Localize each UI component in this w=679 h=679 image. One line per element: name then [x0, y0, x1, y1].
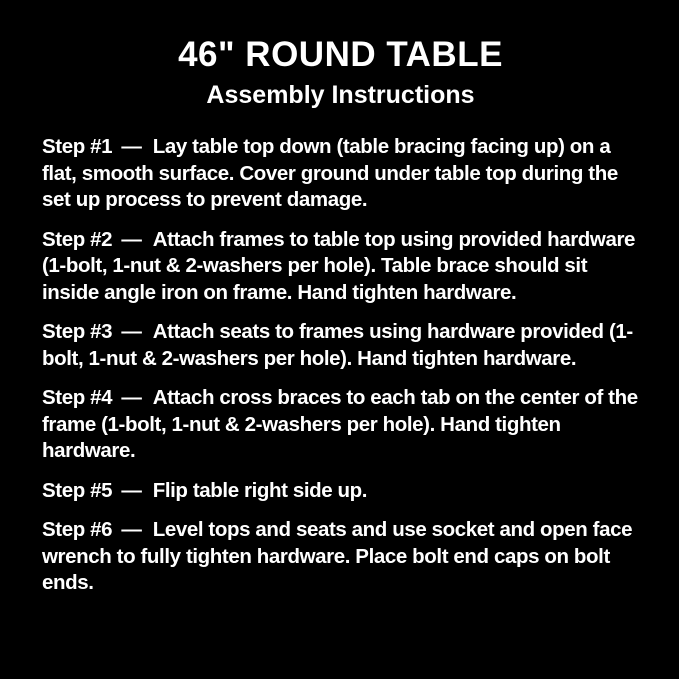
step-4-label: Step #4: [42, 386, 113, 409]
step-4-text: Attach cross braces to each tab on the center of the frame (1-bolt, 1-nut & 2-washers per hole). Hand tighten hardware.: [42, 386, 638, 462]
step-4-dash: —: [121, 386, 142, 409]
step-1-instruction: [42, 134, 642, 214]
step-2-dash: —: [121, 227, 142, 251]
step-5-text: Flip table right side up.: [152, 478, 368, 502]
step-6-dash: —: [121, 518, 142, 541]
step-6-label: Step #6: [42, 518, 113, 541]
steps-list: [42, 134, 642, 597]
step-2-label: Step #2: [42, 227, 113, 251]
step-3-text: Attach seats to frames using hardware provided (1-bolt, 1-nut & 2-washers per hole). Hand tighten hardware.: [42, 320, 633, 370]
step-6-text: Level tops and seats and use socket and open face wrench to fully tighten hardware. Place bolt end caps on bolt ends.: [42, 518, 633, 594]
step-1-label: Step #1: [42, 135, 113, 158]
step-1-text: Lay table top down (table bracing facing up) on a flat, smooth surface. Cover ground under table top during the set up process to prevent damage.: [42, 135, 618, 211]
step-2-text: Attach frames to table top using provided hardware (1-bolt, 1-nut & 2-washers per hole). Table brace should sit inside angle iron on frame. Hand tighten hardware.: [42, 227, 636, 304]
step-1-dash: —: [121, 135, 142, 158]
page-subtitle: Assembly Instructions: [206, 81, 475, 109]
header: [42, 34, 639, 110]
step-5-instruction: [42, 478, 642, 505]
step-3-instruction: [42, 319, 642, 372]
step-4-instruction: [42, 385, 642, 465]
step-3-label: Step #3: [42, 320, 113, 343]
step-5-dash: —: [121, 478, 142, 502]
step-5-label: Step #5: [42, 478, 113, 502]
page-title: 46" ROUND TABLE: [178, 35, 503, 74]
step-6-instruction: [42, 517, 642, 597]
step-3-dash: —: [121, 320, 142, 343]
step-2-instruction: [42, 227, 642, 307]
